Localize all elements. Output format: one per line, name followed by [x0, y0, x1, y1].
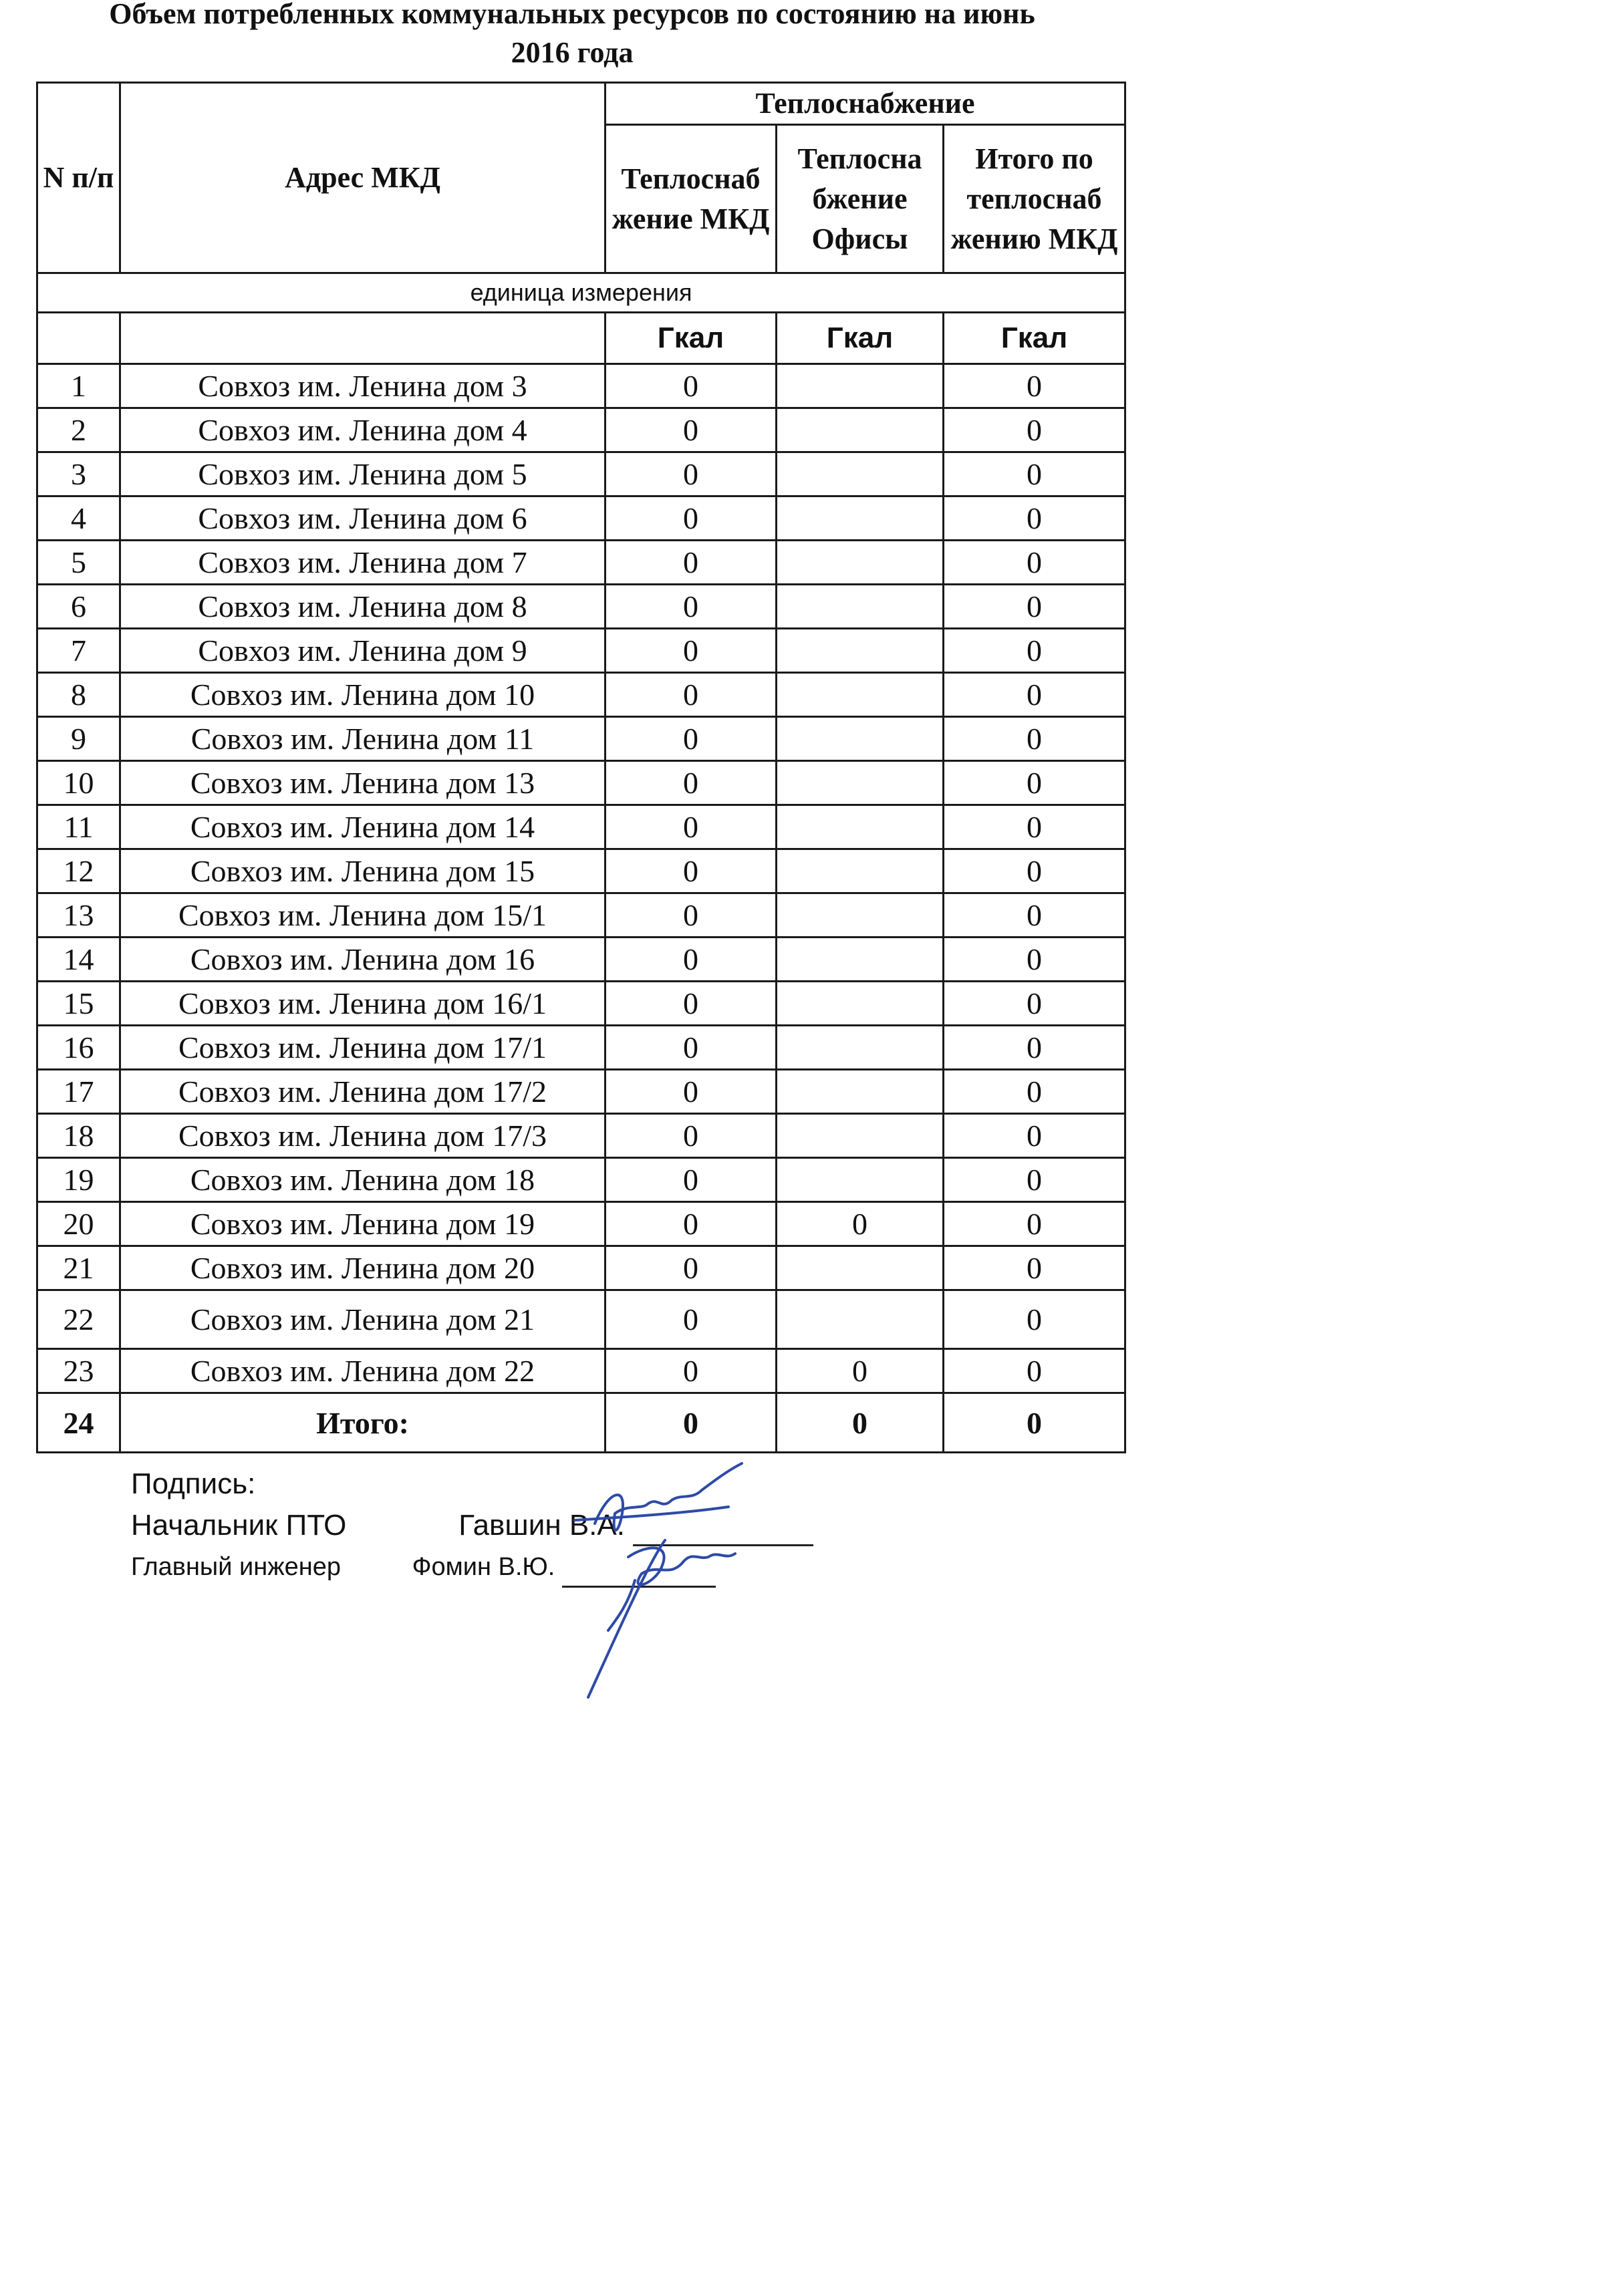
row-address: Совхоз им. Ленина дом 15 [120, 849, 606, 893]
row-heat-mkd: 0 [606, 1246, 777, 1290]
row-heat-total: 0 [944, 1290, 1125, 1349]
table-row [37, 1158, 1125, 1202]
total-heat-mkd: 0 [606, 1393, 777, 1453]
signature-role-2: Главный инженер [131, 1553, 342, 1581]
row-heat-offices [777, 1026, 944, 1070]
row-num: 5 [37, 541, 120, 585]
row-heat-mkd: 0 [606, 629, 777, 673]
signature-scribble-1 [575, 1463, 742, 1530]
table-row [37, 1349, 1125, 1393]
row-heat-total: 0 [944, 1246, 1125, 1290]
row-num: 7 [37, 629, 120, 673]
row-heat-mkd: 0 [606, 452, 777, 496]
row-heat-total: 0 [944, 893, 1125, 938]
row-address: Совхоз им. Ленина дом 17/1 [120, 1026, 606, 1070]
title-line-1: Объем потребленных коммунальных ресурсов по состоянию на июнь [109, 0, 1035, 30]
table-row [37, 1070, 1125, 1114]
unit-label: единица измерения [37, 273, 1125, 313]
row-heat-offices [777, 585, 944, 629]
table-row [37, 629, 1125, 673]
row-heat-total: 0 [944, 629, 1125, 673]
table-row [37, 1246, 1125, 1290]
signature-role-1: Начальник ПТО [131, 1509, 347, 1542]
row-heat-offices: 0 [777, 1202, 944, 1246]
consumption-table [36, 82, 1126, 1453]
row-heat-mkd: 0 [606, 673, 777, 717]
row-heat-offices [777, 496, 944, 541]
table-row [37, 893, 1125, 938]
row-address: Совхоз им. Ленина дом 21 [120, 1290, 606, 1349]
header-heat-total: Итого по теплоснаб жению МКД [944, 125, 1125, 273]
row-heat-offices [777, 805, 944, 849]
row-num: 22 [37, 1290, 120, 1349]
row-heat-mkd: 0 [606, 1070, 777, 1114]
unit-total: Гкал [944, 313, 1125, 364]
table-row [37, 408, 1125, 452]
row-heat-mkd: 0 [606, 541, 777, 585]
row-heat-mkd: 0 [606, 805, 777, 849]
row-address: Совхоз им. Ленина дом 11 [120, 717, 606, 761]
row-address: Совхоз им. Ленина дом 17/2 [120, 1070, 606, 1114]
row-heat-total: 0 [944, 541, 1125, 585]
row-heat-total: 0 [944, 1026, 1125, 1070]
row-heat-total: 0 [944, 585, 1125, 629]
row-num: 20 [37, 1202, 120, 1246]
unit-empty-num [37, 313, 120, 364]
row-heat-mkd: 0 [606, 1114, 777, 1158]
row-heat-offices [777, 1070, 944, 1114]
table-row [37, 849, 1125, 893]
table-row [37, 982, 1125, 1026]
row-heat-total: 0 [944, 805, 1125, 849]
row-heat-total: 0 [944, 673, 1125, 717]
row-heat-offices [777, 629, 944, 673]
row-heat-total: 0 [944, 496, 1125, 541]
signature-heading: Подпись: [131, 1467, 256, 1500]
row-heat-offices: 0 [777, 1349, 944, 1393]
row-address: Совхоз им. Ленина дом 8 [120, 585, 606, 629]
row-heat-mkd: 0 [606, 982, 777, 1026]
table-row [37, 938, 1125, 982]
row-heat-offices [777, 673, 944, 717]
row-heat-mkd: 0 [606, 893, 777, 938]
header-num: N п/п [37, 83, 120, 273]
row-address: Совхоз им. Ленина дом 15/1 [120, 893, 606, 938]
signature-scribble-2 [588, 1540, 735, 1697]
row-num: 8 [37, 673, 120, 717]
row-heat-total: 0 [944, 364, 1125, 408]
table-row [37, 1026, 1125, 1070]
header-heat-offices: Теплосна бжение Офисы [777, 125, 944, 273]
row-num: 6 [37, 585, 120, 629]
row-address: Совхоз им. Ленина дом 20 [120, 1246, 606, 1290]
row-heat-mkd: 0 [606, 1349, 777, 1393]
header-heat-supply-group: Теплоснабжение [606, 83, 1125, 125]
table-row [37, 364, 1125, 408]
table-row [37, 1202, 1125, 1246]
row-heat-offices [777, 364, 944, 408]
table-row [37, 452, 1125, 496]
row-num: 12 [37, 849, 120, 893]
row-num: 9 [37, 717, 120, 761]
row-num: 1 [37, 364, 120, 408]
row-heat-offices [777, 408, 944, 452]
unit-empty-address [120, 313, 606, 364]
row-heat-offices [777, 938, 944, 982]
table-row [37, 673, 1125, 717]
page-title [0, 0, 1144, 72]
handwritten-signatures [548, 1450, 896, 1717]
row-heat-total: 0 [944, 1114, 1125, 1158]
row-heat-offices [777, 717, 944, 761]
row-address: Совхоз им. Ленина дом 18 [120, 1158, 606, 1202]
row-heat-mkd: 0 [606, 717, 777, 761]
row-heat-total: 0 [944, 938, 1125, 982]
row-num: 21 [37, 1246, 120, 1290]
row-address: Совхоз им. Ленина дом 17/3 [120, 1114, 606, 1158]
total-num: 24 [37, 1393, 120, 1453]
row-heat-total: 0 [944, 1158, 1125, 1202]
unit-offices: Гкал [777, 313, 944, 364]
row-address: Совхоз им. Ленина дом 10 [120, 673, 606, 717]
total-heat-offices: 0 [777, 1393, 944, 1453]
row-num: 3 [37, 452, 120, 496]
row-heat-total: 0 [944, 982, 1125, 1026]
row-heat-mkd: 0 [606, 1202, 777, 1246]
row-address: Совхоз им. Ленина дом 13 [120, 761, 606, 805]
row-heat-offices [777, 982, 944, 1026]
row-num: 11 [37, 805, 120, 849]
row-address: Совхоз им. Ленина дом 3 [120, 364, 606, 408]
table-row [37, 1114, 1125, 1158]
row-num: 23 [37, 1349, 120, 1393]
row-heat-offices [777, 893, 944, 938]
row-heat-offices [777, 541, 944, 585]
header-heat-mkd: Теплоснаб жение МКД [606, 125, 777, 273]
row-heat-mkd: 0 [606, 849, 777, 893]
row-address: Совхоз им. Ленина дом 7 [120, 541, 606, 585]
row-num: 19 [37, 1158, 120, 1202]
row-heat-total: 0 [944, 1202, 1125, 1246]
row-num: 4 [37, 496, 120, 541]
row-heat-offices [777, 849, 944, 893]
row-num: 10 [37, 761, 120, 805]
total-heat-total: 0 [944, 1393, 1125, 1453]
row-heat-mkd: 0 [606, 1158, 777, 1202]
table-row [37, 541, 1125, 585]
row-num: 17 [37, 1070, 120, 1114]
total-label: Итого: [120, 1393, 606, 1453]
row-heat-offices [777, 1158, 944, 1202]
row-heat-offices [777, 1290, 944, 1349]
row-address: Совхоз им. Ленина дом 14 [120, 805, 606, 849]
row-heat-total: 0 [944, 1070, 1125, 1114]
row-heat-total: 0 [944, 1349, 1125, 1393]
row-heat-total: 0 [944, 717, 1125, 761]
row-address: Совхоз им. Ленина дом 19 [120, 1202, 606, 1246]
row-address: Совхоз им. Ленина дом 22 [120, 1349, 606, 1393]
row-address: Совхоз им. Ленина дом 6 [120, 496, 606, 541]
row-heat-mkd: 0 [606, 761, 777, 805]
total-row [37, 1393, 1125, 1453]
row-address: Совхоз им. Ленина дом 5 [120, 452, 606, 496]
row-num: 15 [37, 982, 120, 1026]
row-address: Совхоз им. Ленина дом 16/1 [120, 982, 606, 1026]
row-num: 14 [37, 938, 120, 982]
row-heat-mkd: 0 [606, 1290, 777, 1349]
header-address: Адрес МКД [120, 83, 606, 273]
row-heat-offices [777, 452, 944, 496]
row-heat-mkd: 0 [606, 408, 777, 452]
row-address: Совхоз им. Ленина дом 16 [120, 938, 606, 982]
row-num: 13 [37, 893, 120, 938]
row-num: 16 [37, 1026, 120, 1070]
row-heat-total: 0 [944, 452, 1125, 496]
table-row [37, 717, 1125, 761]
unit-mkd: Гкал [606, 313, 777, 364]
row-address: Совхоз им. Ленина дом 4 [120, 408, 606, 452]
row-heat-mkd: 0 [606, 364, 777, 408]
row-heat-offices [777, 761, 944, 805]
table-row [37, 761, 1125, 805]
row-heat-mkd: 0 [606, 496, 777, 541]
row-heat-offices [777, 1114, 944, 1158]
row-heat-mkd: 0 [606, 1026, 777, 1070]
row-heat-offices [777, 1246, 944, 1290]
row-heat-mkd: 0 [606, 938, 777, 982]
row-address: Совхоз им. Ленина дом 9 [120, 629, 606, 673]
row-num: 18 [37, 1114, 120, 1158]
row-heat-total: 0 [944, 849, 1125, 893]
table-row [37, 585, 1125, 629]
row-heat-total: 0 [944, 761, 1125, 805]
row-heat-mkd: 0 [606, 585, 777, 629]
table-row [37, 805, 1125, 849]
row-heat-total: 0 [944, 408, 1125, 452]
table-row [37, 496, 1125, 541]
table-row [37, 1290, 1125, 1349]
row-num: 2 [37, 408, 120, 452]
signature-name-1: Гавшин В.А. [458, 1509, 625, 1542]
signature-name-2: Фомин В.Ю. [412, 1553, 555, 1581]
title-line-2: 2016 года [511, 36, 634, 69]
